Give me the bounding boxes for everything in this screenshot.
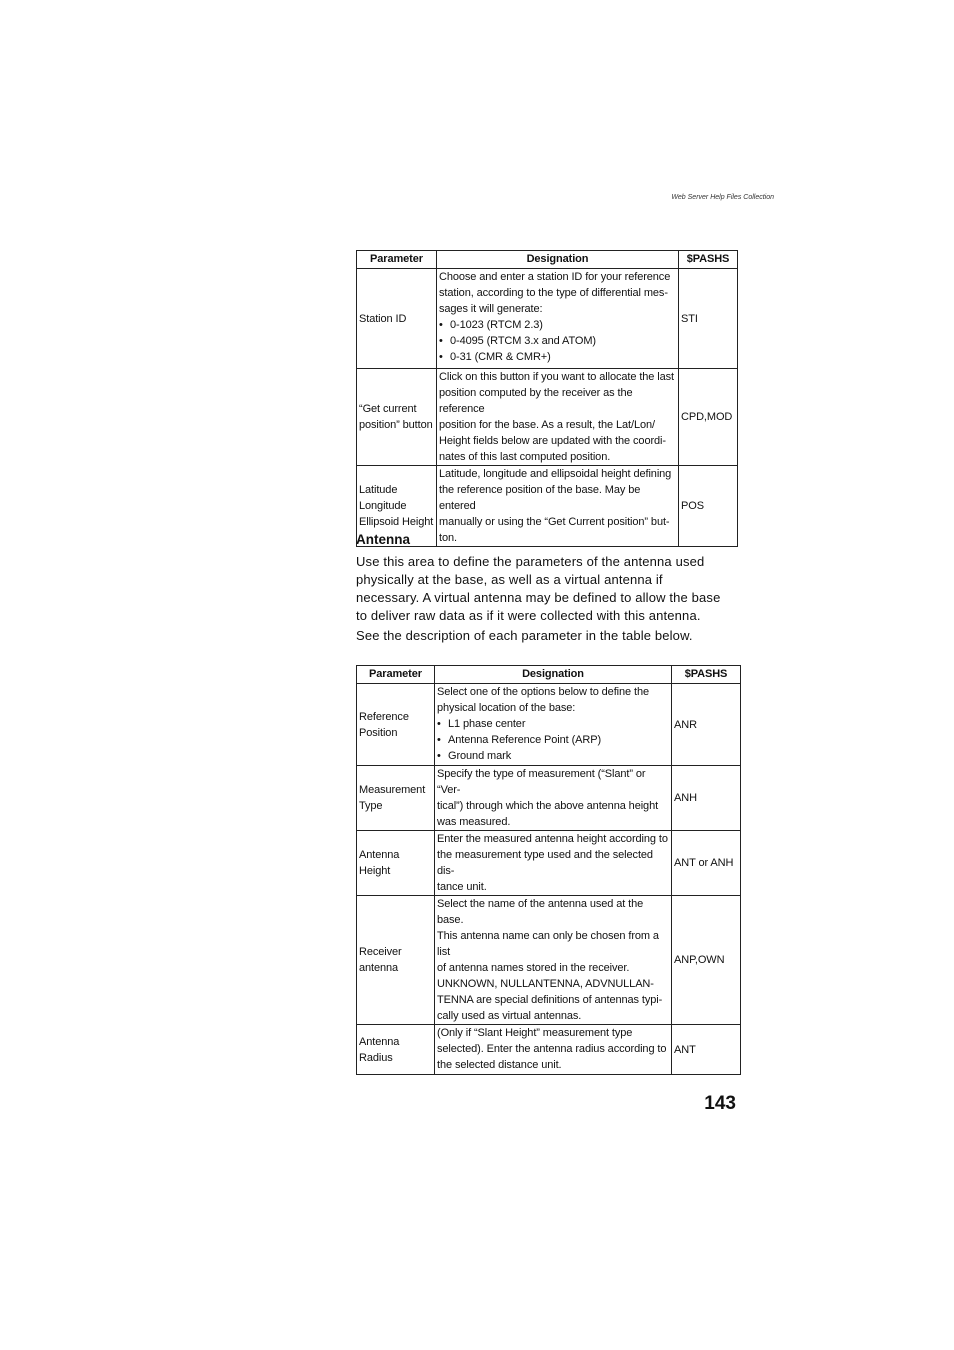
cell-designation — [435, 684, 672, 766]
text-line: Type — [359, 800, 383, 812]
table-row — [357, 766, 741, 831]
text-line: (Only if “Slant Height” measurement type — [437, 1027, 633, 1039]
cell-parameter: Station ID — [357, 269, 437, 369]
section-heading-antenna: Antenna — [356, 532, 410, 547]
cell-designation — [435, 1025, 672, 1075]
text-line: position” button — [359, 419, 433, 431]
cell-parameter — [357, 896, 435, 1025]
text-line: Radius — [359, 1051, 393, 1064]
text-line: Height fields below are updated with the coordi- — [439, 435, 666, 447]
column-header-pashs: $PASHS — [672, 666, 741, 684]
text-line: Use this area to define the parameters of the antenna used — [356, 554, 705, 569]
cell-designation — [437, 369, 679, 466]
bullet-list — [437, 716, 669, 764]
running-header: Web Server Help Files Collection — [671, 194, 774, 201]
column-header-pashs: $PASHS — [679, 251, 738, 269]
list-item: • 0-4095 (RTCM 3.x and ATOM) — [439, 333, 676, 349]
cell-pashs: CPD,MOD — [679, 369, 738, 466]
table-header-row — [357, 251, 738, 269]
text-line: Click on this button if you want to allocate the last — [439, 371, 674, 383]
text-line: antenna — [359, 962, 399, 974]
cell-parameter — [357, 1025, 435, 1075]
text-line: Choose and enter a station ID for your reference — [439, 271, 671, 283]
table-row — [357, 269, 738, 369]
cell-designation — [435, 831, 672, 896]
table-row — [357, 369, 738, 466]
text-line: Select one of the options below to define the — [437, 686, 649, 698]
text-line: selected). Enter the antenna radius according to — [437, 1043, 667, 1055]
column-header-parameter: Parameter — [357, 251, 437, 269]
text-line: Enter the measured antenna height according to — [437, 833, 668, 845]
cell-pashs: STI — [679, 269, 738, 369]
text-line: station, according to the type of differential mes- — [439, 287, 668, 299]
text-line: Latitude — [359, 484, 398, 496]
text-line: This antenna name can only be chosen from a list — [437, 930, 659, 958]
text-line: cally used as virtual antennas. — [437, 1010, 582, 1022]
cell-pashs: POS — [679, 466, 738, 547]
cell-pashs: ANR — [672, 684, 741, 766]
table-row — [357, 831, 741, 896]
text-line: Ellipsoid Height — [359, 516, 434, 528]
cell-parameter — [357, 831, 435, 896]
cell-pashs: ANT or ANH — [672, 831, 741, 896]
text-line: Measurement — [359, 784, 426, 796]
cell-parameter — [357, 766, 435, 831]
text-line: tance unit. — [437, 881, 487, 893]
cell-parameter — [357, 684, 435, 766]
text-line: sages it will generate: — [439, 303, 543, 315]
text-line: “Get current — [359, 403, 417, 415]
list-item: • Antenna Reference Point (ARP) — [437, 732, 669, 748]
text-line: Longitude — [359, 500, 407, 512]
page-number: 143 — [704, 1093, 736, 1114]
text-line: to deliver raw data as if it were collected with this antenna. — [356, 608, 701, 623]
text-line: nates of this last computed position. — [439, 451, 611, 463]
text-line: Latitude, longitude and ellipsoidal height defining — [439, 468, 672, 480]
text-line: Antenna — [359, 1035, 400, 1048]
cell-pashs: ANT — [672, 1025, 741, 1075]
list-item: • 0-31 (CMR & CMR+) — [439, 349, 676, 365]
text-line: Position — [359, 726, 398, 739]
text-line: necessary. A virtual antenna may be defined to allow the base — [356, 590, 721, 605]
text-line: Specify the type of measurement (“Slant” or “Ver- — [437, 768, 646, 796]
table-row — [357, 684, 741, 766]
reference-position-table — [356, 250, 738, 547]
cell-parameter — [357, 369, 437, 466]
column-header-designation: Designation — [437, 251, 679, 269]
table-row — [357, 1025, 741, 1075]
text-line: Receiver — [359, 946, 402, 958]
text-line: of antenna names stored in the receiver. — [437, 962, 630, 974]
column-header-parameter: Parameter — [357, 666, 435, 684]
cell-designation — [437, 269, 679, 369]
list-item: • 0-1023 (RTCM 2.3) — [439, 317, 676, 333]
text-line: was measured. — [437, 816, 511, 828]
text-line: Antenna — [359, 849, 400, 861]
table-row — [357, 896, 741, 1025]
text-line: position computed by the receiver as the reference — [439, 387, 633, 415]
list-item: • L1 phase center — [437, 716, 669, 732]
table-intro: See the description of each parameter in the table below. — [356, 628, 693, 643]
text-line: physically at the base, as well as a virtual antenna if — [356, 572, 663, 587]
text-line: the selected distance unit. — [437, 1059, 562, 1071]
text-line: physical location of the base: — [437, 702, 576, 714]
text-line: manually or using the “Get Current position” but- — [439, 516, 670, 528]
cell-designation — [435, 896, 672, 1025]
text-line: Height — [359, 865, 391, 877]
cell-designation — [435, 766, 672, 831]
text-line: the measurement type used and the selected dis- — [437, 849, 653, 877]
text-line: Reference — [359, 710, 409, 723]
cell-designation — [437, 466, 679, 547]
text-line: UNKNOWN, NULLANTENNA, ADVNULLAN- — [437, 978, 654, 990]
cell-pashs: ANH — [672, 766, 741, 831]
antenna-parameters-table — [356, 665, 741, 1075]
text-line: Select the name of the antenna used at the base. — [437, 898, 644, 926]
text-line: ton. — [439, 532, 457, 544]
antenna-description — [356, 553, 740, 625]
column-header-designation: Designation — [435, 666, 672, 684]
text-line: tical”) through which the above antenna height — [437, 800, 659, 812]
bullet-list — [439, 317, 676, 365]
text-line: position for the base. As a result, the Lat/Lon/ — [439, 419, 655, 431]
text-line: TENNA are special definitions of antennas typi- — [437, 994, 663, 1006]
list-item: • Ground mark — [437, 748, 669, 764]
cell-pashs: ANP,OWN — [672, 896, 741, 1025]
table-row — [357, 466, 738, 547]
table-header-row — [357, 666, 741, 684]
text-line: the reference position of the base. May be entered — [439, 484, 641, 512]
